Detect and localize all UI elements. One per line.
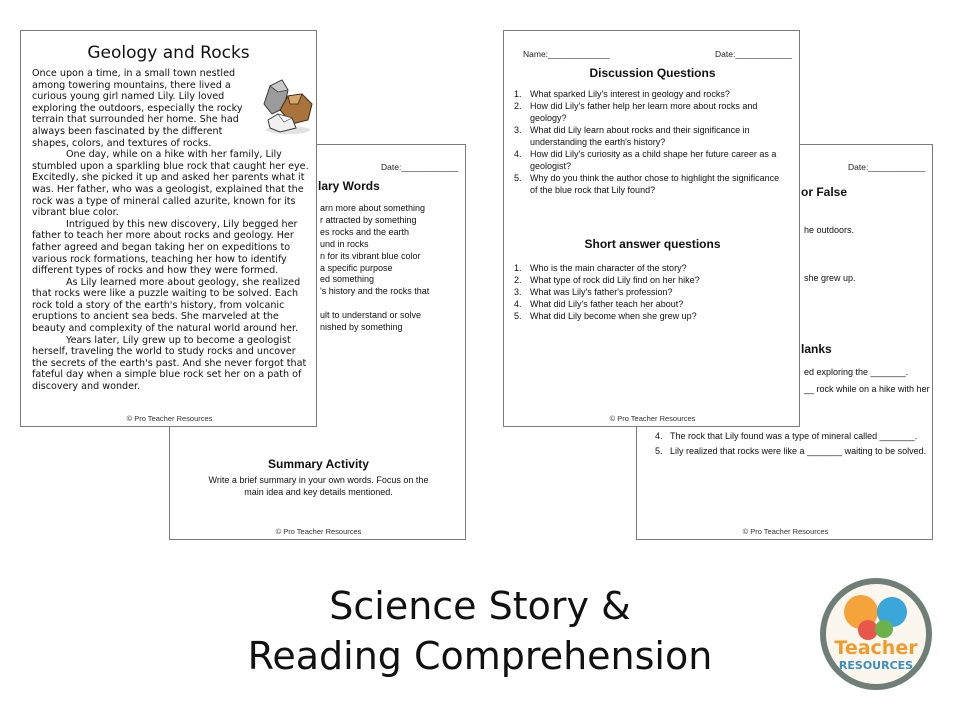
question-number: 1. xyxy=(514,89,522,99)
product-title-line-1: Science Story & xyxy=(329,584,631,628)
question-text: What sparked Lily's interest in geology and rocks? xyxy=(530,89,730,99)
question-text: What did Lily become when she grew up? xyxy=(530,311,697,321)
product-title-line-2: Reading Comprehension xyxy=(247,634,713,678)
sheet-footer: © Pro Teacher Resources xyxy=(275,527,362,536)
question-text: What was Lily's father's profession? xyxy=(530,287,673,297)
question-text: geology? xyxy=(530,113,567,123)
story-paragraph: As Lily learned more about geology, she realized that rocks were like a puzzle waiting to be solved. Each rock told a story of the earth's history, from volcanic eruptions to ancient sea beds. She marveled at the beauty and complexity of the natural world around her. xyxy=(32,276,301,335)
logo-word-resources: RESOURCES xyxy=(838,659,914,672)
vocabulary-definition: n for its vibrant blue color xyxy=(320,250,421,261)
fill-blank-item: ed exploring the _______. xyxy=(804,367,909,377)
story-paragraph: Years later, Lily grew up to become a geologist herself, traveling the world to study rocks and uncover the secrets of the earth's past. And she never forgot that fateful day when a simple blue rock set her on a path of discovery and wonder. xyxy=(32,334,307,393)
logo-green-circle xyxy=(875,620,893,638)
question-text: of the blue rock that Lily found? xyxy=(530,185,656,195)
vocabulary-heading: lary Words xyxy=(318,179,380,193)
date-label: Date:____________ xyxy=(715,49,793,59)
discussion-question xyxy=(514,148,794,172)
story-worksheet xyxy=(20,30,317,427)
question-number: 3. xyxy=(514,287,522,297)
vocabulary-definition: ed something xyxy=(320,274,375,285)
date-label: Date:____________ xyxy=(848,162,926,172)
vocabulary-definition: es rocks and the earth xyxy=(320,226,410,237)
short-answer-question xyxy=(514,286,794,298)
sheet-footer: © Pro Teacher Resources xyxy=(126,414,213,423)
true-false-item: he outdoors. xyxy=(804,225,855,235)
question-text: How did Lily's curiosity as a child shape her future career as a xyxy=(530,149,777,159)
sheet-footer: © Pro Teacher Resources xyxy=(609,414,696,423)
story-paragraph: Once upon a time, in a small town nestled among towering mountains, there lived a curious young girl named Lily. Lily loved exploring the outdoors, especially the rocky terrain that surrounded her home. She had always been fascinated by the different shapes, colors, and textures of rocks. xyxy=(32,68,243,149)
discussion-worksheet xyxy=(503,30,800,427)
short-answer-list xyxy=(514,262,794,322)
fill-blank-item: The rock that Lily found was a type of mineral called _______. xyxy=(670,431,918,441)
question-text: What did Lily's father teach her about? xyxy=(530,299,684,309)
question-number: 5. xyxy=(514,311,522,321)
rocks-illustration xyxy=(258,70,314,136)
vocabulary-definition: ult to understand or solve xyxy=(320,310,422,321)
question-number: 2. xyxy=(514,101,522,111)
summary-instructions-line-1: Write a brief summary in your own words. Focus on the xyxy=(208,475,429,485)
summary-heading: Summary Activity xyxy=(268,457,369,471)
vocabulary-definition: nished by something xyxy=(320,322,403,332)
question-text: geologist? xyxy=(530,161,572,171)
short-answer-question xyxy=(514,274,794,286)
question-text: What did Lily learn about rocks and their significance in xyxy=(530,125,750,135)
discussion-question-list xyxy=(514,88,794,196)
discussion-heading: Discussion Questions xyxy=(589,66,716,80)
vocabulary-definition: 's history and the rocks that xyxy=(320,286,430,297)
true-false-item: she grew up. xyxy=(804,273,856,283)
teacher-resources-logo xyxy=(818,578,934,690)
question-number: 4. xyxy=(514,149,522,159)
vocabulary-definition: und in rocks xyxy=(320,238,369,249)
question-text: Who is the main character of the story? xyxy=(530,263,687,273)
fill-blank-item: __ rock while on a hike with her xyxy=(804,384,930,394)
date-label: Date:____________ xyxy=(381,162,459,172)
short-answer-question xyxy=(514,262,794,274)
question-text: How did Lily's father help her learn more about rocks and xyxy=(530,101,758,111)
short-answer-question xyxy=(514,298,794,310)
name-label: Name:_____________ xyxy=(523,49,610,59)
question-text: understanding the earth's history? xyxy=(530,137,666,147)
sheet-footer: © Pro Teacher Resources xyxy=(742,527,829,536)
summary-instructions-line-2: main idea and key details mentioned. xyxy=(244,487,393,497)
fill-blank-number: 5. xyxy=(655,446,663,456)
question-number: 2. xyxy=(514,275,522,285)
vocabulary-definition: r attracted by something xyxy=(320,214,417,225)
logo-word-teacher: Teacher xyxy=(834,637,918,659)
story-body xyxy=(32,68,310,393)
true-false-heading: or False xyxy=(801,185,848,199)
question-number: 4. xyxy=(514,299,522,309)
question-text: What type of rock did Lily find on her hike? xyxy=(530,275,700,285)
story-paragraph: One day, while on a hike with her family, Lily stumbled upon a sparkling blue rock that caught her eye. Excitedly, she picked it up and asked her parents what it was. Her father, who was a geologist, explained that the rock was a type of mineral called azurite, known for its vibrant blue color. xyxy=(32,149,309,219)
question-number: 1. xyxy=(514,263,522,273)
question-text: Why do you think the author chose to highlight the significance xyxy=(530,173,780,183)
story-paragraph: Intrigued by this new discovery, Lily begged her father to teach her more about rocks and geology. Her father agreed and began taking her on expeditions to various rock formations, teaching her how to identify different types of rocks and how they were formed. xyxy=(32,218,298,277)
discussion-question xyxy=(514,172,794,196)
discussion-question xyxy=(514,100,794,124)
discussion-question xyxy=(514,124,794,148)
question-number: 5. xyxy=(514,173,522,183)
short-answer-heading: Short answer questions xyxy=(584,237,721,251)
question-number: 3. xyxy=(514,125,522,135)
fill-blank-number: 4. xyxy=(655,431,663,441)
vocabulary-definition: a specific purpose xyxy=(320,262,393,273)
vocabulary-definition: arn more about something xyxy=(320,203,426,213)
short-answer-question xyxy=(514,310,794,322)
fill-blank-item: Lily realized that rocks were like a _______ waiting to be solved. xyxy=(670,446,927,456)
discussion-question xyxy=(514,88,794,100)
story-title: Geology and Rocks xyxy=(87,43,250,63)
fill-blanks-heading: lanks xyxy=(801,342,832,356)
